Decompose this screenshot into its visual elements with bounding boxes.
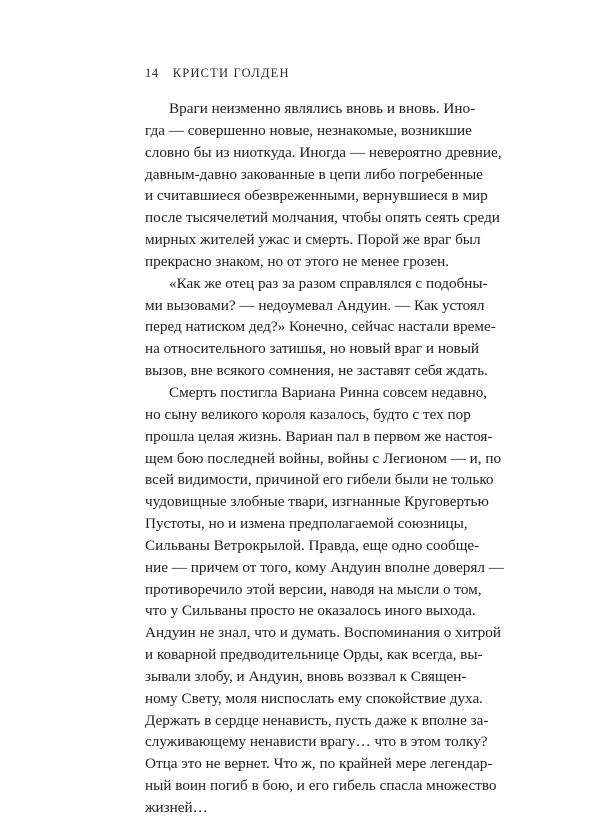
text-line: ному Свету, моля ниспослать ему спокойствие духа. xyxy=(145,689,483,707)
text-line: служивающему ненависти врагу… что в этом толку? xyxy=(145,733,488,751)
text-line: на относительного затишья, но новый враг и новый xyxy=(145,340,480,358)
text-line: вызов, вне всякого сомнения, не заставят себя ждать. xyxy=(145,362,488,380)
body-text xyxy=(145,98,504,819)
text-line: чудовищные злобные твари, изгнанные Круговертью xyxy=(145,493,489,511)
text-line: щем бою последней войны, войны с Легионом — и, по xyxy=(145,449,502,467)
text-line: словно бы из ниоткуда. Иногда — невероятно древние, xyxy=(145,143,502,161)
text-line: жизней… xyxy=(145,799,208,816)
text-line: давным-давно закованные в цепи либо погребенные xyxy=(145,165,483,183)
text-line: что у Сильваны просто не оказалось иного выхода. xyxy=(145,602,476,620)
text-line: «Как же отец раз за разом справлялся с подобны- xyxy=(169,274,488,292)
text-line: Отца это не вернет. Что ж, по крайней мере легендар- xyxy=(145,755,493,773)
text-line: Враги неизменно являлись вновь и вновь. Ино- xyxy=(169,100,476,117)
text-line: Сильваны Ветрокрылой. Правда, еще одно сообще- xyxy=(145,536,480,554)
text-line: прекрасно знаком, но от этого не менее грозен. xyxy=(145,252,450,270)
text-line: Смерть постигла Вариана Ринна совсем недавно, xyxy=(169,383,488,401)
text-line: всей видимости, причиной его гибели были не только xyxy=(145,471,494,489)
text-line: ный воин погиб в бою, и его гибель спасла множество xyxy=(145,777,497,795)
running-head xyxy=(145,66,290,81)
text-line: ние — причем от того, кому Андуин вполне доверял — xyxy=(145,558,504,576)
text-line: после тысячелетий молчания, чтобы опять сеять среди xyxy=(145,209,500,227)
text-line: и коварной предводительнице Орды, как всегда, вы- xyxy=(145,646,483,664)
text-line: зывали злобу, и Андуин, вновь воззвал к Священ- xyxy=(145,667,467,685)
text-line: гда — совершенно новые, незнакомые, возникшие xyxy=(145,121,472,139)
text-line: но сыну великого короля казалось, будто с тех пор xyxy=(145,405,471,423)
text-line: Держать в сердце ненависть, пусть даже к вполне за- xyxy=(145,711,489,729)
text-line: противоречило этой версии, наводя на мысли о том, xyxy=(145,580,482,598)
text-line: прошла целая жизнь. Вариан пал в первом же настоя- xyxy=(145,427,493,445)
text-line: ми вызовами? — недоумевал Андуин. — Как устоял xyxy=(145,296,485,314)
page-number: 14 xyxy=(145,66,159,80)
text-line: Андуин не знал, что и думать. Воспоминания о хитрой xyxy=(145,624,502,642)
text-line: и считавшиеся обезвреженными, вернувшиеся в мир xyxy=(145,187,488,205)
text-line: перед натиском дед?» Конечно, сейчас настали време- xyxy=(145,318,496,336)
text-line: Пустоты, но и измена предполагаемой союзницы, xyxy=(145,515,468,533)
text-line: мирных жителей ужас и смерть. Порой же враг был xyxy=(145,231,481,249)
running-head-author: КРИСТИ ГОЛДЕН xyxy=(172,66,290,80)
